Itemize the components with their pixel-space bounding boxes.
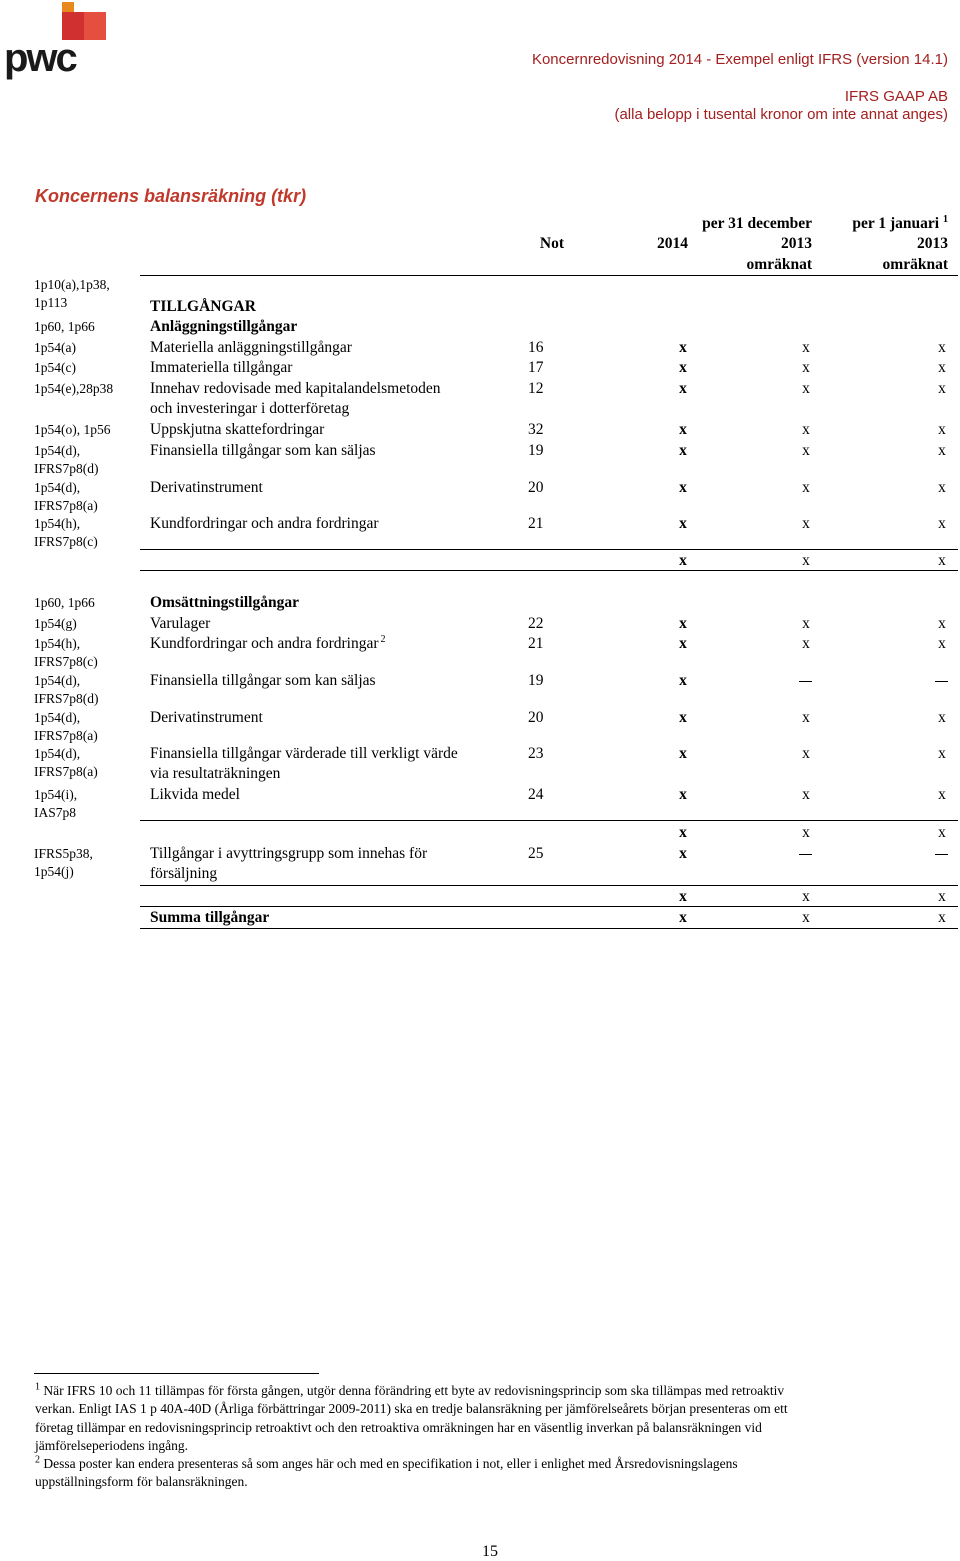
header-company: IFRS GAAP AB [844,88,948,105]
oms-row-5-note: 24 [528,786,544,803]
anl-row-3-label: Uppskjutna skattefordringar [150,421,325,438]
oms-row-4-2013: x [802,745,810,762]
anl-row-4-2013: x [802,442,810,459]
anl-row-2-label: Innehav redovisade med kapitalandelsmetoden [150,380,441,397]
anl-total-rule [140,549,958,550]
footnote-separator [34,1373,319,1374]
anl-row-1-2013b: x [938,359,946,376]
oms-row-1-label: Kundfordringar och andra fordringar $^2$ [150,633,386,652]
ref-tillgangar: 1p10(a),1p38, 1p113 [34,277,110,310]
pwc-logo-text: pwc [4,36,76,80]
anl-row-4-note: 19 [528,442,544,459]
anl-row-3-ref: 1p54(o), 1p56 [34,422,111,437]
col-group2-title: per 1 januari $^1$ [852,213,948,232]
header-report-title: Koncernredovisning 2014 - Exempel enligt IFRS (version 14.1) [531,51,948,68]
col-group1-title: per 31 december [702,215,812,232]
hfs-row-0-ref: 1p54(j) [34,864,74,879]
oms-row-2-2013-dash [799,681,812,682]
col-2013a-subheader: omräknat [746,256,812,273]
hfs-row-0-2013b-dash [935,854,948,855]
footnote-1: $^1$ När IFRS 10 och 11 tillämpas för första gången, utgör denna förändring ett byte av redovisningsprincip som ska tillämpas med retroaktiv verkan. Enligt IAS 1 p 40A-40D (Årliga förbättringar 2009-2011) ska en tredje balansräkning per jämförelseårets början presenteras om ett företag tillämpar en redovisningsprincip retroaktivt och den retroaktiva omräkningen har en väsentlig inverkan på balansräkningen vid jämförelseperiodens ingång. [35,1381,788,1453]
oms-row-1-2013b: x [938,635,946,652]
oms-row-3-2014: x [679,709,687,726]
subtotal-rule [140,885,958,886]
oms-row-2-2013b-dash [935,681,948,682]
anl-row-1-label: Immateriella tillgångar [150,359,293,376]
ref-anlaggningstillgangar: 1p60, 1p66 [34,319,95,334]
anl-row-6-ref: IFRS7p8(c) [34,534,98,549]
oms-row-5-ref: 1p54(i), [34,787,78,802]
anl-row-0-note: 16 [528,339,544,356]
anl-row-4-ref: IFRS7p8(d) [34,461,99,476]
anl-total-2014: x [679,552,687,569]
anl-total-bottom-rule [140,570,958,571]
section-anlaggningstillgangar: Anläggningstillgångar [150,318,298,335]
col-2013a-header: 2013 [781,235,812,252]
oms-row-2-label: Finansiella tillgångar som kan säljas [150,672,376,689]
oms-row-1-2013: x [802,635,810,652]
anl-row-4-label: Finansiella tillgångar som kan säljas [150,442,376,459]
oms-row-1-footnote-ref: 2 [380,633,386,645]
anl-row-3-note: 32 [528,421,544,438]
anl-row-5-2013b: x [938,479,946,496]
anl-row-0-2013b: x [938,339,946,356]
anl-row-5-ref: 1p54(d), [34,480,81,495]
anl-row-3-2013b: x [938,421,946,438]
summa-bottom-rule [140,928,958,929]
oms-row-2-note: 19 [528,672,544,689]
anl-row-6-label: Kundfordringar och andra fordringar [150,515,379,532]
anl-row-3-2014: x [679,421,687,438]
anl-row-6-note: 21 [528,515,544,532]
oms-row-5-2014: x [679,786,687,803]
oms-row-2-2014: x [679,672,687,689]
anl-row-2-2013: x [802,380,810,397]
pwc-logo [0,0,110,85]
oms-row-1-ref: IFRS7p8(c) [34,654,98,669]
oms-total-2014: x [679,824,687,841]
anl-row-5-2014: x [679,479,687,496]
oms-row-3-ref: 1p54(d), [34,710,81,725]
col-not-header: Not [539,235,564,252]
oms-row-4-2014: x [679,745,687,762]
summa-2014: x [679,909,687,926]
hfs-row-0-label: Tillgångar i avyttringsgrupp som innehas för [150,845,428,862]
oms-row-1-note: 21 [528,635,544,652]
anl-row-2-label: och investeringar i dotterföretag [150,400,350,417]
anl-row-4-ref: 1p54(d), [34,443,81,458]
summa-label: Summa tillgångar [150,909,270,926]
oms-row-2-ref: IFRS7p8(d) [34,691,99,706]
oms-total-2013b: x [938,824,946,841]
oms-row-3-ref: IFRS7p8(a) [34,728,98,743]
oms-total-2013: x [802,824,810,841]
anl-total-2013: x [802,552,810,569]
anl-row-1-note: 17 [528,359,544,376]
oms-row-5-2013: x [802,786,810,803]
anl-row-0-2013: x [802,339,810,356]
oms-row-4-label: via resultaträkningen [150,765,281,782]
anl-row-5-2013: x [802,479,810,496]
anl-row-5-note: 20 [528,479,544,496]
oms-row-4-ref: 1p54(d), [34,746,81,761]
anl-row-0-ref: 1p54(a) [34,340,76,355]
oms-row-1-2014: x [679,635,687,652]
subtotal-2013b: x [938,888,946,905]
oms-row-0-note: 22 [528,615,544,632]
footnote-2: $^2$ Dessa poster kan endera presenteras så som anges här och med en specifikation i not, eller i enlighet med Årsredovisningslagens uppställningsform för balansräkningen. [35,1454,738,1490]
anl-row-1-ref: 1p54(c) [34,360,76,375]
oms-row-5-2013b: x [938,786,946,803]
anl-row-5-ref: IFRS7p8(a) [34,498,98,513]
section-omsattningstillgangar: Omsättningstillgångar [150,594,299,611]
col-2014-header: 2014 [657,235,688,252]
anl-row-0-label: Materiella anläggningstillgångar [150,339,352,356]
summa-2013: x [802,909,810,926]
hfs-row-0-note: 25 [528,845,544,862]
oms-row-4-ref: IFRS7p8(a) [34,764,98,779]
oms-row-3-label: Derivatinstrument [150,709,263,726]
oms-row-3-2013b: x [938,709,946,726]
hfs-row-0-2014: x [679,845,687,862]
subtotal-2013: x [802,888,810,905]
oms-row-5-label: Likvida medel [150,786,240,803]
col-2013b-subheader: omräknat [882,256,948,273]
anl-row-2-2013b: x [938,380,946,397]
page-title: Koncernens balansräkning (tkr) [35,186,307,206]
summa-rule [140,906,958,907]
oms-row-4-2013b: x [938,745,946,762]
oms-row-0-2014: x [679,615,687,632]
page-number: 15 [482,1543,498,1560]
oms-row-0-ref: 1p54(g) [34,616,77,631]
subtotal-2014: x [679,888,687,905]
anl-row-6-2013: x [802,515,810,532]
anl-row-4-2014: x [679,442,687,459]
hfs-row-0-2013-dash [799,854,812,855]
anl-row-2-2014: x [679,380,687,397]
anl-row-3-2013: x [802,421,810,438]
oms-row-4-label: Finansiella tillgångar värderade till verkligt värde [150,745,458,762]
oms-row-3-2013: x [802,709,810,726]
oms-total-rule [140,820,958,821]
header-amount-note: (alla belopp i tusental kronor om inte annat anges) [614,106,948,123]
col-2013b-header: 2013 [917,235,948,252]
oms-row-3-note: 20 [528,709,544,726]
anl-row-5-label: Derivatinstrument [150,479,263,496]
oms-row-2-ref: 1p54(d), [34,673,81,688]
oms-row-0-2013: x [802,615,810,632]
header-rule [140,275,958,276]
oms-row-1-ref: 1p54(h), [34,636,81,651]
hfs-row-0-ref: IFRS5p38, [34,846,93,861]
oms-row-0-label: Varulager [150,615,211,632]
anl-row-6-2014: x [679,515,687,532]
anl-row-4-2013b: x [938,442,946,459]
anl-row-1-2013: x [802,359,810,376]
anl-row-2-note: 12 [528,380,544,397]
ref-omsattningstillgangar: 1p60, 1p66 [34,595,95,610]
anl-row-6-2013b: x [938,515,946,532]
oms-row-5-ref: IAS7p8 [34,805,77,820]
anl-total-2013b: x [938,552,946,569]
section-tillgangar: TILLGÅNGAR [150,298,256,315]
anl-row-2-ref: 1p54(e),28p38 [34,381,114,396]
oms-row-4-note: 23 [528,745,544,762]
hfs-row-0-label: försäljning [150,865,218,882]
oms-row-0-2013b: x [938,615,946,632]
anl-row-0-2014: x [679,339,687,356]
anl-row-6-ref: 1p54(h), [34,516,81,531]
anl-row-1-2014: x [679,359,687,376]
summa-2013b: x [938,909,946,926]
